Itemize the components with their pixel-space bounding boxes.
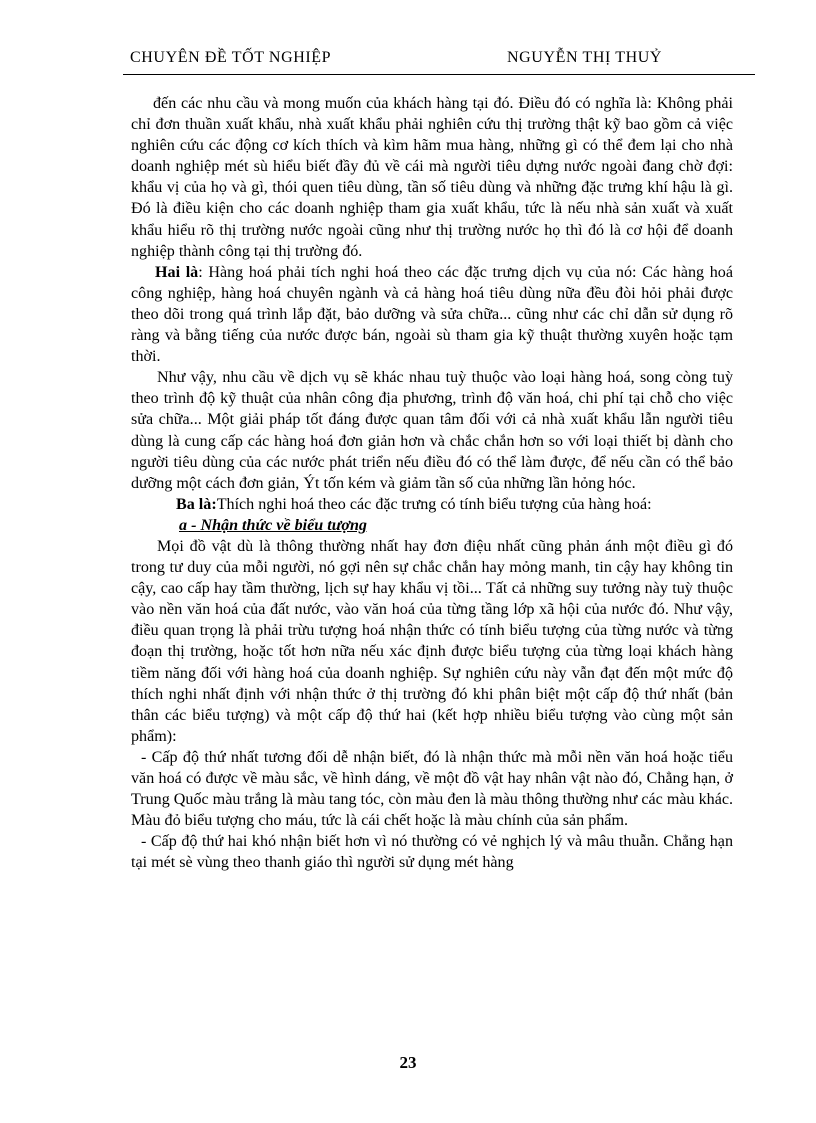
header-author: NGUYỄN THỊ THUỶ — [507, 49, 663, 66]
paragraph-lead-ba-la: Ba là: — [176, 495, 217, 513]
paragraph-nhu-vay: Như vậy, nhu cầu về dịch vụ sẽ khác nhau tuỳ thuộc vào loại hàng hoá, song còng tuỳ theo trình độ kỹ thuật của nhân công địa phương, trình độ văn hoá, chi phí tại chỗ cho việc sửa chữa... Một giải pháp tốt đáng được quan tâm đối với cả nhà xuất khẩu lẫn người tiêu dùng là cung cấp các hàng hoá đơn giản hơn và chắc chắn hơn so với loại thiết bị dành cho người tiêu dùng của các nước phát triển nếu điều đó có thể làm được, để nếu cần có thể bảo dưỡng một cách đơn giản, Ýt tốn kém và giảm tần số của những lần hỏng hóc. — [131, 369, 733, 492]
paragraph-text-ba-la: Thích nghi hoá theo các đặc trưng có tính biểu tượng của hàng hoá: — [216, 495, 652, 513]
header-divider — [123, 74, 755, 75]
paragraph-cap-do-thu-nhat: - Cấp độ thứ nhất tương đối dễ nhận biết, đó là nhận thức mà mỗi nền văn hoá hoặc tiểu văn hoá có được về màu sắc, về hình dáng, về một đồ vật hay nhân vật nào đó, Chẳng hạn, ở Trung Quốc màu trắng là màu tang tóc, còn màu đen là màu thông thường như các màu khác. Màu đỏ biểu tượng cho máu, tức là cái chết hoặc là màu chính của sản phẩm. — [131, 748, 733, 830]
page-header — [127, 49, 755, 73]
paragraph-continuation: đến các nhu cầu và mong muốn của khách hàng tại đó. Điều đó có nghĩa là: Không phải chỉ đơn thuần xuất khẩu, nhà xuất khẩu phải nghiên cứu thị trường thật kỹ bao gồm cả việc nghiên cứu các động cơ kích thích và kìm hãm mua hàng, những gì có thể đem lại cho nhà doanh nghiệp mét sù hiểu biết đầy đủ về cái mà người tiêu dựng nước ngoài đang chờ đợi: khẩu vị của họ và gì, thói quen tiêu dùng, tần số tiêu dùng và những đặc trưng khí hậu là gì. Đó là điều kiện cho các doanh nghiệp tham gia xuất khẩu, tức là nếu nhà sản xuất và xuất khẩu hiểu rõ thị trường nước ngoài cũng như thị trường nước họ thì đó là cơ hội để doanh nghiệp thành công tại thị trường đó. — [131, 95, 733, 260]
paragraph-hai-la — [131, 262, 733, 367]
paragraph-moi-do-vat: Mọi đồ vật dù là thông thường nhất hay đơn điệu nhất cũng phản ánh một điều gì đó trong tư duy của mỗi người, nó gợi nên sự chắc chắn hay mỏng manh, tin cậy hay không tin cậy, cao cấp hay tầm thường, lịch sự hay khẩu vị tồi... Tất cả những suy tưởng này tuỳ thuộc vào nền văn hoá của đất nước, vào văn hoá của từng tầng lớp xã hội của nước đó. Như vậy, điều quan trọng là phải trừu tượng hoá nhận thức có tính biểu tượng của từng nước và từng đoạn thị trường, hoặc tốt hơn nữa nếu xác định được biểu tượng của từng loại khách hàng tiềm năng đối với hàng hoá của doanh nghiệp. Sự nghiên cứu này vẫn đạt đến một mức độ thích nghi nhất định với nhận thức ở thị trường đó khi phân biệt một cấp độ thứ nhất (bản thân các biểu tượng) và một cấp độ thứ hai (kết hợp nhiều biểu tượng vào cùng một sản phẩm): — [131, 537, 733, 745]
paragraph-ba-la — [131, 494, 733, 515]
header-title: CHUYÊN ĐỀ TỐT NGHIỆP — [130, 49, 332, 66]
paragraph-lead-hai-la: Hai là — [155, 263, 199, 281]
paragraph-cap-do-thu-hai: - Cấp độ thứ hai khó nhận biết hơn vì nó thường có vẻ nghịch lý và mâu thuẫn. Chẳng hạn tại mét sè vùng theo thanh giáo thì người sử dụng mét hàng — [131, 833, 733, 872]
page-number: 23 — [399, 1053, 417, 1072]
paragraph-text-hai-la: : Hàng hoá phải tích nghi hoá theo các đặc trưng dịch vụ của nó: Các hàng hoá công nghiệp, hàng hoá chuyên ngành và cả hàng hoá tiêu dùng nữa đều đòi hỏi phải được theo dõi trong quá trình lắp đặt, bảo dưỡng và sửa chữa... cũng như các chỉ dẫn sử dụng rõ ràng và bằng tiếng của nước được bán, ngoài sù tham gia kỹ thuật thường xuyên hoặc tạm thời. — [131, 263, 733, 366]
body-text — [131, 93, 733, 873]
section-subheading: a - Nhận thức về biểu tượng — [179, 516, 367, 534]
